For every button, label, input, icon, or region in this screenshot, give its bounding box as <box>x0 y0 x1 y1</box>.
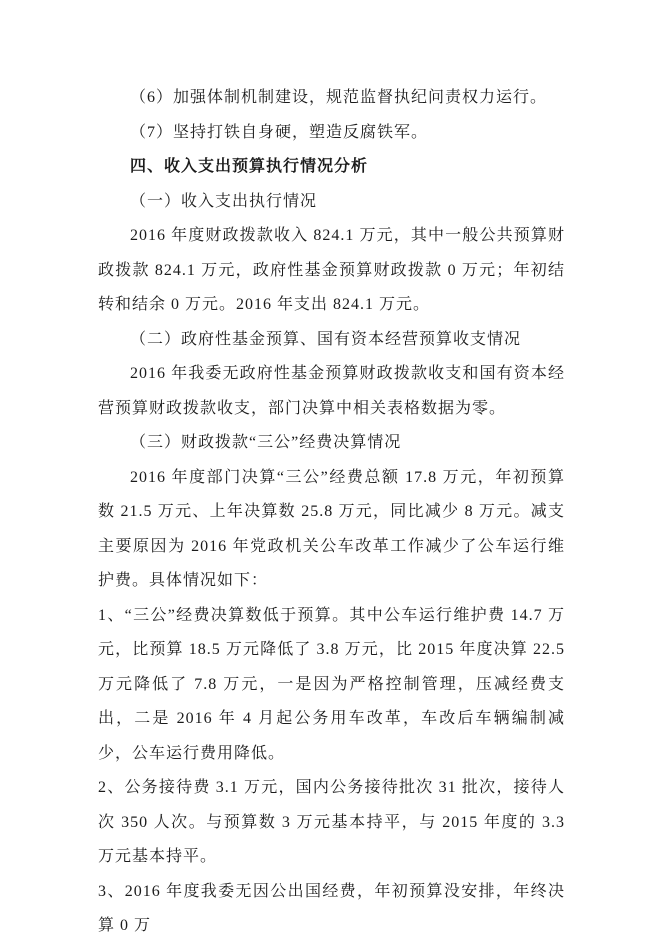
item-1-vehicle-expenses: 1、“三公”经费决算数低于预算。其中公车运行维护费 14.7 万元，比预算 18.5 万元降低了 3.8 万元，比 2015 年度决算 22.5 万元降低了 7.8 万元，一是因为严格控制管理，压减经费支出，二是 2016 年 4 月起公务用车改革，车改后车辆编制减少，公车运行费用降低。 <box>98 606 565 762</box>
list-item-6: （6）加强体制机制建设，规范监督执纪问责权力运行。 <box>130 89 548 106</box>
document-body <box>98 81 565 936</box>
section-heading-budget-execution-analysis: 四、收入支出预算执行情况分析 <box>130 158 369 175</box>
subsection-heading-three-public-expenses: （三）财政拨款“三公”经费决算情况 <box>130 434 402 451</box>
subsection-heading-government-fund-budget: （二）政府性基金预算、国有资本经营预算收支情况 <box>130 330 522 348</box>
paragraph-three-public-summary: 2016 年度部门决算“三公”经费总额 17.8 万元，年初预算数 21.5 万元、上年决算数 25.8 万元，同比减少 8 万元。减支主要原因为 2016 年党政机关公车改革工作减少了公车运行维护费。具体情况如下： <box>98 468 565 589</box>
paragraph-fiscal-appropriation-income: 2016 年度财政拨款收入 824.1 万元，其中一般公共预算财政拨款 824.1 万元，政府性基金预算财政拨款 0 万元；年初结转和结余 0 万元。2016 年支出 824.1 万元。 <box>98 227 565 313</box>
item-3-abroad-expenses: 3、2016 年度我委无因公出国经费，年初预算没安排，年终决算 0 万 <box>98 882 565 934</box>
list-item-7: （7）坚持打铁自身硬，塑造反腐铁军。 <box>130 123 429 141</box>
item-2-reception-expenses: 2、公务接待费 3.1 万元，国内公务接待批次 31 批次，接待人次 350 人次。与预算数 3 万元基本持平，与 2015 年度的 3.3 万元基本持平。 <box>98 779 565 865</box>
paragraph-government-fund-detail: 2016 年我委无政府性基金预算财政拨款收支和国有资本经营预算财政拨款收支，部门决算中相关表格数据为零。 <box>98 365 565 417</box>
subsection-heading-income-expenditure: （一）收入支出执行情况 <box>130 192 318 210</box>
